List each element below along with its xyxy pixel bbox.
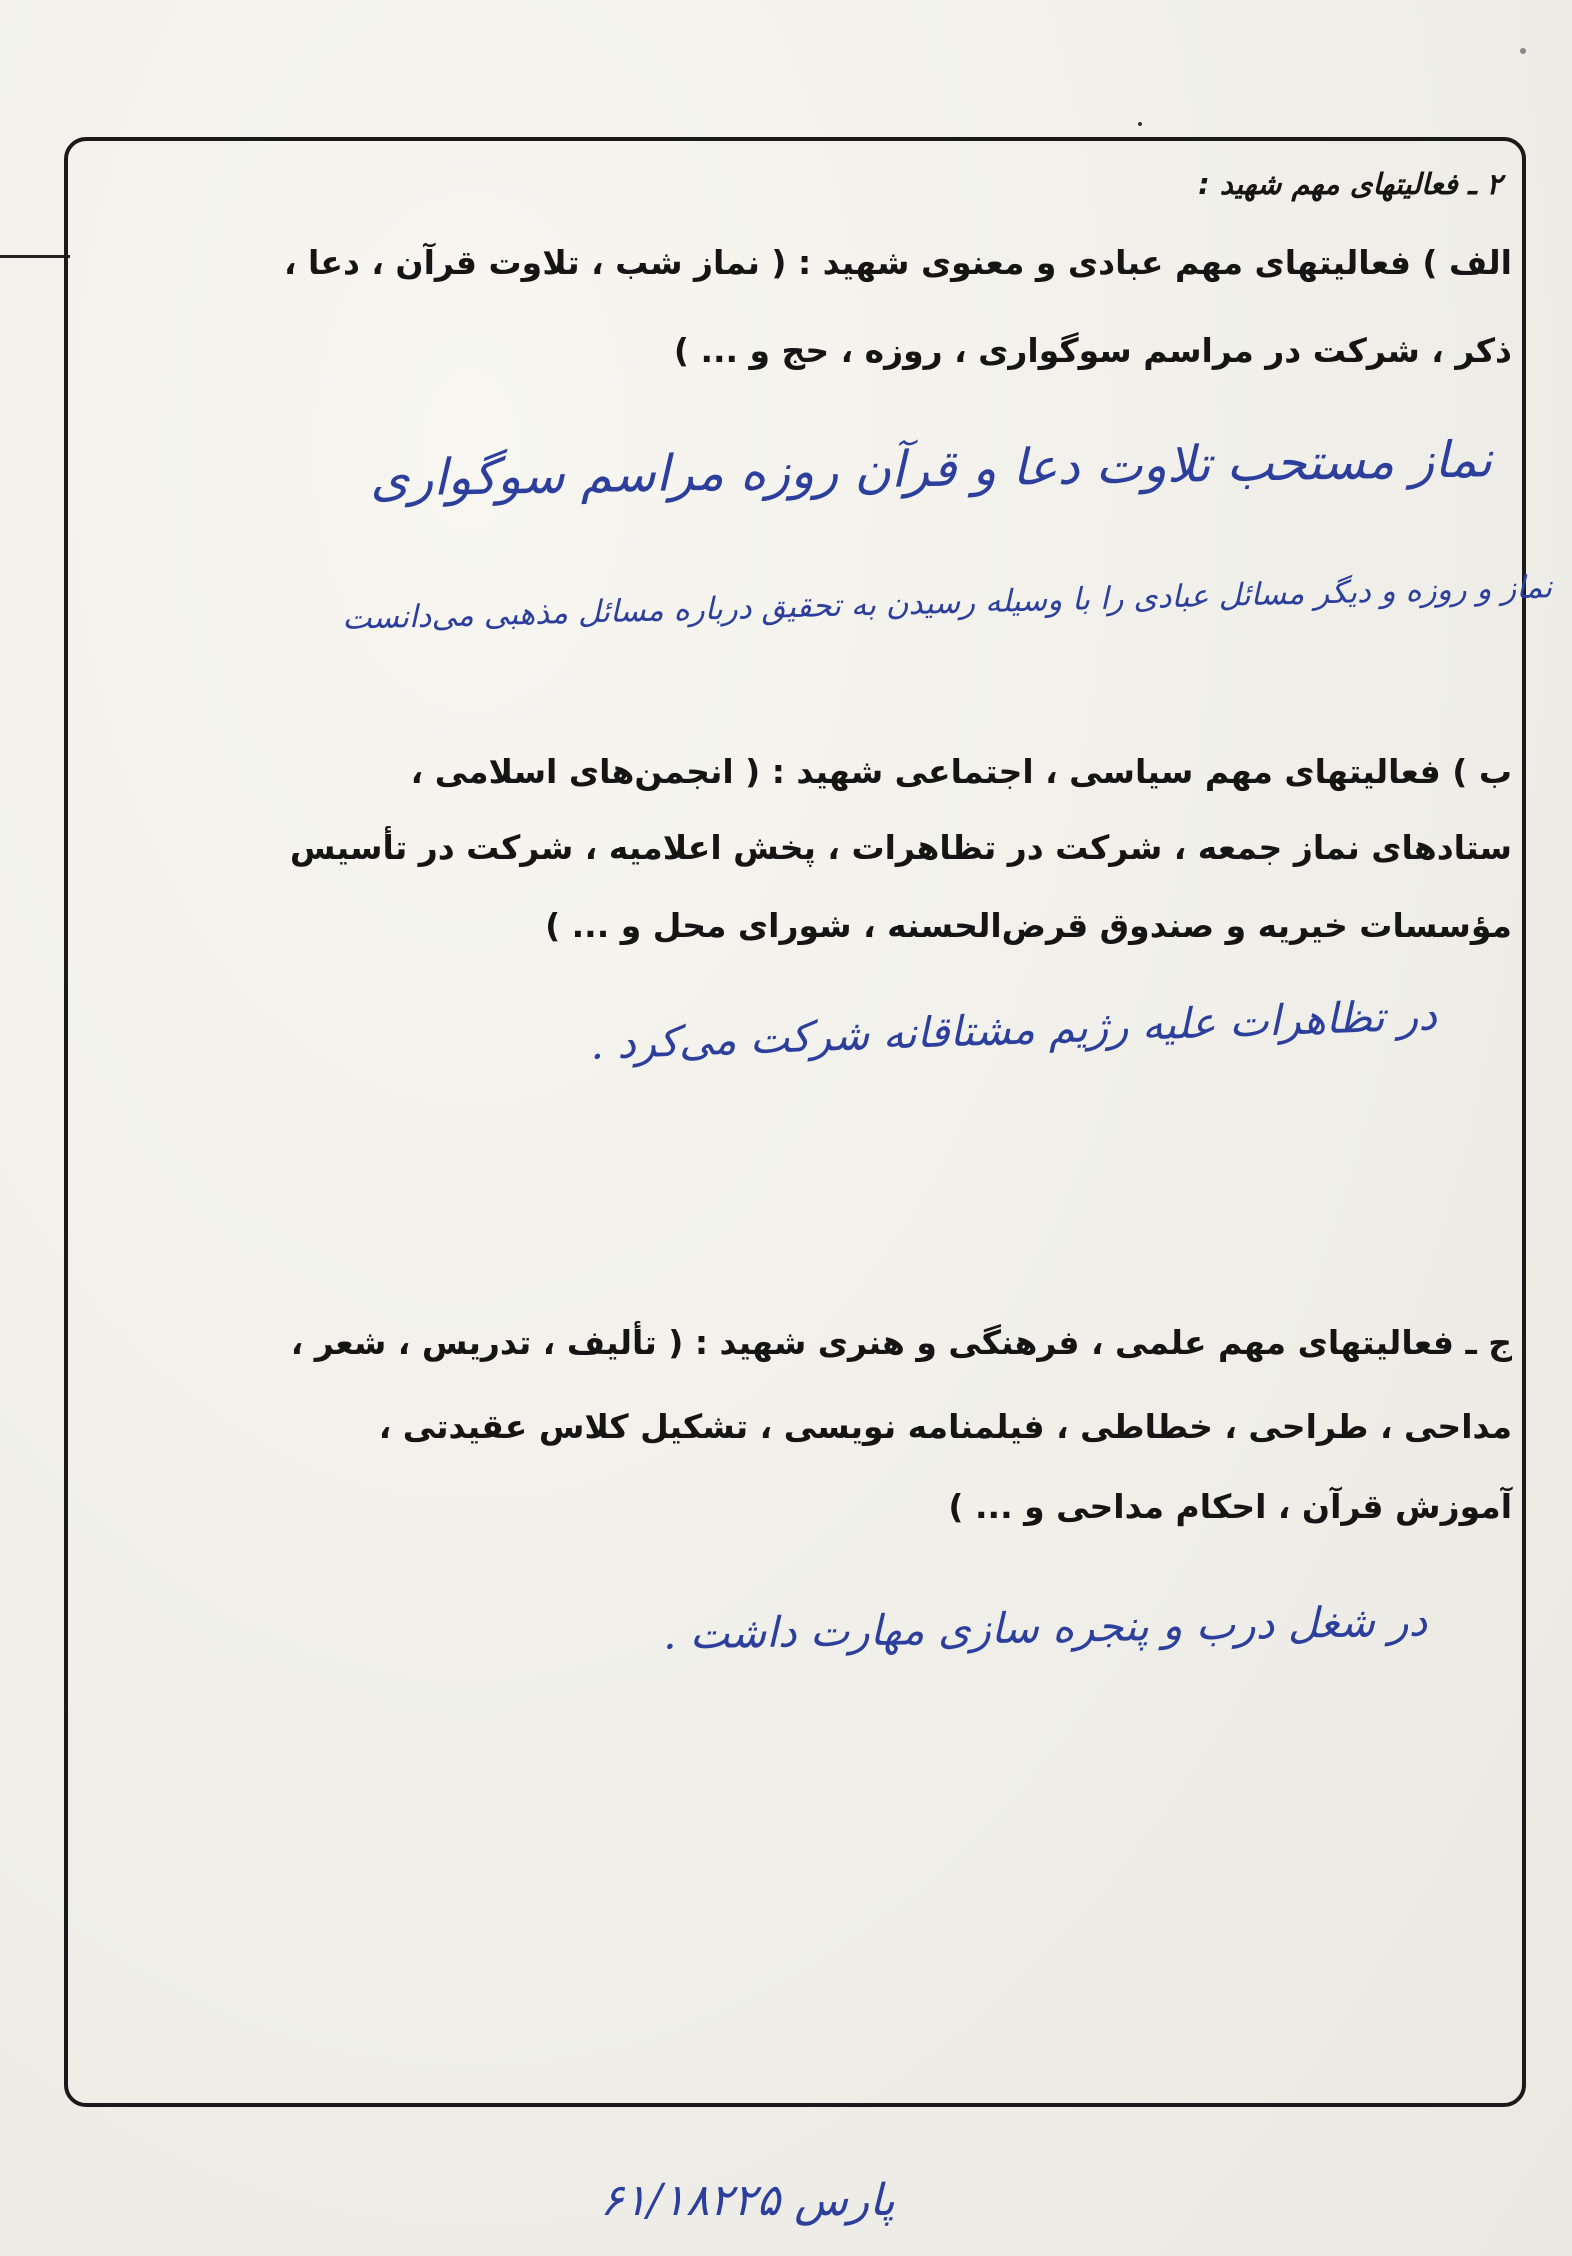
section-c-line-1: ج ـ فعالیتهای مهم علمی ، فرهنگی و هنری شهید : ( تألیف ، تدریس ، شعر ،: [290, 1323, 1512, 1362]
section-a-handwritten-2: نماز و روزه و دیگر مسائل عبادی را با وسیله رسیدن به تحقیق درباره مسائل مذهبی می‌دانست: [341, 569, 1553, 637]
section-c-line-2: مداحی ، طراحی ، خطاطی ، فیلمنامه نویسی ، تشکیل کلاس عقیدتی ،: [378, 1407, 1512, 1446]
section-c-line-3: آموزش قرآن ، احکام مداحی و ... ): [948, 1487, 1512, 1526]
section-a-line-1: الف ) فعالیتهای مهم عبادی و معنوی شهید : ( نماز شب ، تلاوت قرآن ، دعا ،: [284, 243, 1512, 282]
archive-reference-number: پارس ۶۱/۱۸۲۲۵: [600, 2175, 895, 2226]
section-a-line-2: ذکر ، شرکت در مراسم سوگواری ، روزه ، حج و ... ): [673, 331, 1512, 370]
section-b-line-3: مؤسسات خیریه و صندوق قرض‌الحسنه ، شورای محل و ... ): [545, 906, 1512, 945]
section-b-line-2: ستادهای نماز جمعه ، شرکت در تظاهرات ، پخش اعلامیه ، شرکت در تأسیس: [289, 828, 1512, 867]
margin-line-mark: [0, 255, 70, 258]
section-title: ۲ ـ فعالیتهای مهم شهید :: [1198, 167, 1502, 201]
ink-speck: [1138, 122, 1142, 126]
section-a-handwritten-1: نماز مستحب تلاوت دعا و قرآن روزه مراسم سوگواری: [369, 430, 1493, 508]
section-c-handwritten: در شغل درب و پنجره سازی مهارت داشت .: [662, 1596, 1428, 1659]
ink-speck: [1520, 48, 1526, 54]
section-b-line-1: ب ) فعالیتهای مهم سیاسی ، اجتماعی شهید : ( انجمن‌های اسلامی ،: [410, 752, 1512, 791]
section-b-handwritten: در تظاهرات علیه رژیم مشتاقانه شرکت می‌کرد .: [589, 990, 1438, 1069]
